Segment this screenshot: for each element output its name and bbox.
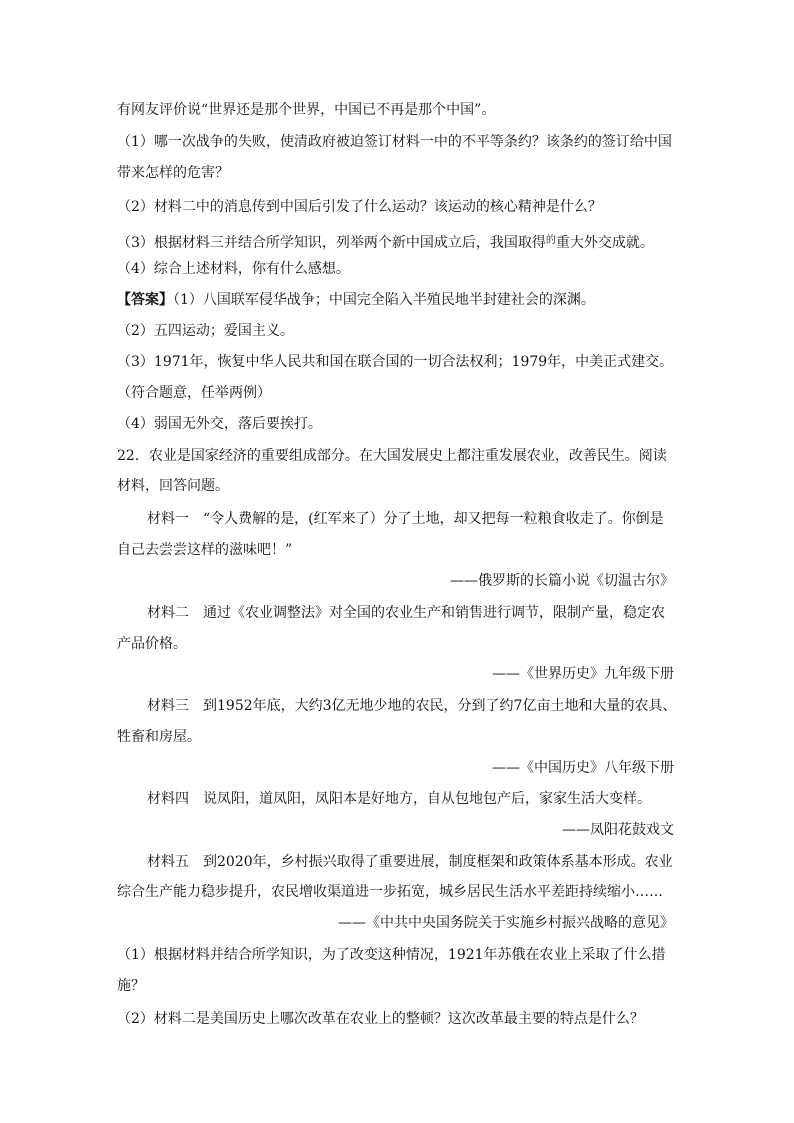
question-2: （2）材料二中的消息传到中国后引发了什么运动？该运动的核心精神是什么？ (117, 199, 602, 215)
material-5: 材料五 到2020年，乡村振兴取得了重要进展，制度框架和政策体系基本形成。农业 (147, 854, 673, 870)
answer-3: （3）1971年，恢复中华人民共和国在联合国的一切合法权利；1979年，中美正式建交。 (117, 354, 674, 370)
text-line: 综合生产能力稳步提升，农民增收渠道进一步拓宽，城乡居民生活水平差距持续缩小…… (117, 884, 663, 900)
source-line: ——俄罗斯的长篇小说《切温古尔》 (450, 573, 674, 589)
question-22: 22．农业是国家经济的重要组成部分。在大国发展史上都注重发展农业，改善民生。阅读 (117, 448, 667, 464)
subquestion-2: （2）材料二是美国历史上哪次改革在农业上的整顿？这次改革最主要的特点是什么？ (117, 1011, 644, 1027)
text-line: 材料，回答问题。 (117, 478, 229, 494)
text-span: （3）根据材料三并结合所学知识，列举两个新中国成立后，我国取得 (117, 235, 546, 251)
source-line: ——《中国历史》八年级下册 (492, 760, 674, 776)
text-line: 带来怎样的危害？ (117, 165, 229, 181)
text-line: 有网友评价说“世界还是那个世界，中国已不再是那个中国”。 (117, 102, 496, 118)
answer-4: （4）弱国无外交，落后要挨打。 (117, 416, 322, 432)
source-line: ——《世界历史》九年级下册 (492, 666, 674, 682)
text-span: 重大外交成就。 (555, 235, 654, 251)
question-3 (117, 232, 677, 252)
material-1: 材料一 “令人费解的是，(红军来了）分了土地，却又把每一粒粮食收走了。你倒是 (147, 511, 664, 527)
material-2: 材料二 通过《农业调整法》对全国的农业生产和销售进行调节，限制产量，稳定农 (147, 605, 665, 621)
text-line: （符合题意，任举两例） (117, 385, 271, 401)
question-1: （1）哪一次战争的失败，使清政府被迫签订材料一中的不平等条约？该条约的签订给中国 (117, 134, 672, 150)
material-4: 材料四 说凤阳，道凤阳，凤阳本是好地方，自从包地包产后，家家生活大变样。 (147, 791, 651, 807)
answer-2: （2）五四运动；爱国主义。 (117, 323, 294, 339)
text-line: 施？ (117, 978, 145, 994)
subquestion-1: （1）根据材料并结合所学知识，为了改变这种情况，1921年苏俄在农业上采取了什么措 (117, 947, 666, 963)
text-span: （1）八国联军侵华战争；中国完全陷入半殖民地半封建社会的深渊。 (173, 292, 595, 308)
material-3: 材料三 到1952年底，大约3亿无地少地的农民，分到了约7亿亩土地和大量的农具、 (147, 698, 677, 714)
text-line: 牲畜和房屋。 (117, 729, 201, 745)
superscript-char: 的 (545, 235, 556, 246)
text-line: 自己去尝尝这样的滋味吧！” (117, 542, 293, 558)
question-4: （4）综合上述材料，你有什么感想。 (117, 261, 350, 277)
answer-label: 【答案】 (117, 292, 173, 308)
source-line: ——凤阳花鼓戏文 (562, 822, 674, 838)
text-line: 产品价格。 (117, 636, 187, 652)
answer-line (117, 291, 677, 309)
source-line: ——《中共中央国务院关于实施乡村振兴战略的意见》 (338, 915, 674, 931)
